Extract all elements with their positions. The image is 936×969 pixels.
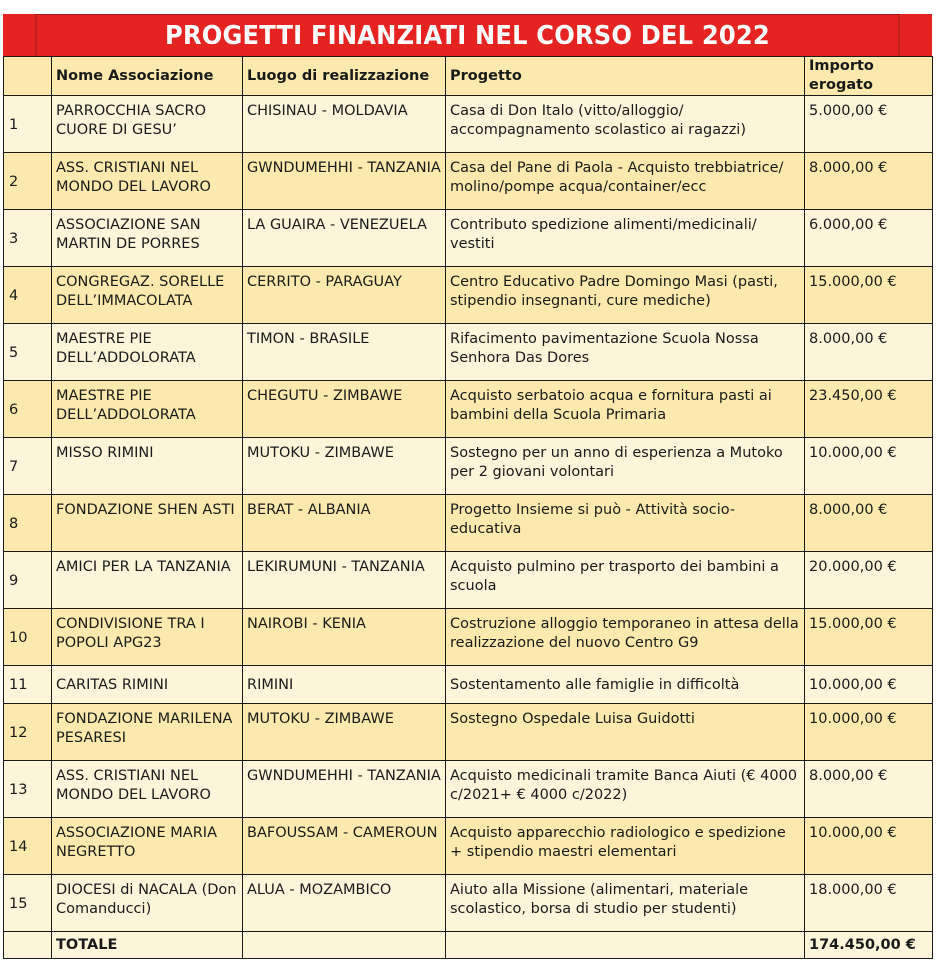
- table-row: [4, 381, 933, 438]
- project-description: Acquisto medicinali tramite Banca Aiuti (€ 4000 c/2021+ € 4000 c/2022): [446, 761, 805, 818]
- table-row: [4, 609, 933, 666]
- header-num: [4, 57, 52, 96]
- header-place: Luogo di realizzazione: [243, 57, 446, 96]
- row-number: 15: [4, 875, 52, 932]
- project-description: Casa del Pane di Paola - Acquisto trebbiatrice/ molino/pompe acqua/container/ecc: [446, 153, 805, 210]
- amount-disbursed: 8.000,00 €: [805, 153, 933, 210]
- page-title: PROGETTI FINANZIATI NEL CORSO DEL 2022: [36, 14, 900, 56]
- project-description: Casa di Don Italo (vitto/alloggio/ accompagnamento scolastico ai ragazzi): [446, 96, 805, 153]
- amount-disbursed: 20.000,00 €: [805, 552, 933, 609]
- project-description: Centro Educativo Padre Domingo Masi (pasti, stipendio insegnanti, cure mediche): [446, 267, 805, 324]
- place-of-realization: NAIROBI - KENIA: [243, 609, 446, 666]
- amount-disbursed: 10.000,00 €: [805, 438, 933, 495]
- place-of-realization: CHISINAU - MOLDAVIA: [243, 96, 446, 153]
- table-row: [4, 704, 933, 761]
- table-row: [4, 495, 933, 552]
- project-description: Sostegno per un anno di esperienza a Mutoko per 2 giovani volontari: [446, 438, 805, 495]
- table-row: [4, 666, 933, 704]
- table-row: [4, 153, 933, 210]
- row-number: 8: [4, 495, 52, 552]
- row-number: 13: [4, 761, 52, 818]
- amount-disbursed: 18.000,00 €: [805, 875, 933, 932]
- total-row: [4, 932, 933, 959]
- header-project: Progetto: [446, 57, 805, 96]
- amount-disbursed: 8.000,00 €: [805, 495, 933, 552]
- association-name: FONDAZIONE SHEN ASTI: [52, 495, 243, 552]
- title-banner: [3, 14, 932, 56]
- table-row: [4, 875, 933, 932]
- total-empty-num: [4, 932, 52, 959]
- place-of-realization: LA GUAIRA - VENEZUELA: [243, 210, 446, 267]
- project-description: Sostentamento alle famiglie in difficoltà: [446, 666, 805, 704]
- place-of-realization: MUTOKU - ZIMBAWE: [243, 438, 446, 495]
- funded-projects-document: [3, 14, 932, 959]
- row-number: 4: [4, 267, 52, 324]
- project-description: Acquisto serbatoio acqua e fornitura pasti ai bambini della Scuola Primaria: [446, 381, 805, 438]
- total-label: TOTALE: [52, 932, 243, 959]
- association-name: ASS. CRISTIANI NEL MONDO DEL LAVORO: [52, 153, 243, 210]
- place-of-realization: TIMON - BRASILE: [243, 324, 446, 381]
- table-row: [4, 552, 933, 609]
- amount-disbursed: 15.000,00 €: [805, 267, 933, 324]
- row-number: 5: [4, 324, 52, 381]
- place-of-realization: CERRITO - PARAGUAY: [243, 267, 446, 324]
- place-of-realization: LEKIRUMUNI - TANZANIA: [243, 552, 446, 609]
- association-name: CONDIVISIONE TRA I POPOLI APG23: [52, 609, 243, 666]
- header-association: Nome Associazione: [52, 57, 243, 96]
- association-name: PARROCCHIA SACRO CUORE DI GESU’: [52, 96, 243, 153]
- row-number: 6: [4, 381, 52, 438]
- association-name: CONGREGAZ. SORELLE DELL’IMMACOLATA: [52, 267, 243, 324]
- table-row: [4, 438, 933, 495]
- project-description: Progetto Insieme si può - Attività socio-educativa: [446, 495, 805, 552]
- table-row: [4, 324, 933, 381]
- row-number: 9: [4, 552, 52, 609]
- association-name: MAESTRE PIE DELL’ADDOLORATA: [52, 381, 243, 438]
- amount-disbursed: 8.000,00 €: [805, 761, 933, 818]
- total-amount: 174.450,00 €: [805, 932, 933, 959]
- projects-table-body: [4, 57, 933, 959]
- project-description: Aiuto alla Missione (alimentari, materiale scolastico, borsa di studio per studenti): [446, 875, 805, 932]
- association-name: MAESTRE PIE DELL’ADDOLORATA: [52, 324, 243, 381]
- project-description: Acquisto pulmino per trasporto dei bambini a scuola: [446, 552, 805, 609]
- amount-disbursed: 23.450,00 €: [805, 381, 933, 438]
- project-description: Costruzione alloggio temporaneo in attesa della realizzazione del nuovo Centro G9: [446, 609, 805, 666]
- total-empty-place: [243, 932, 446, 959]
- table-row: [4, 818, 933, 875]
- place-of-realization: BAFOUSSAM - CAMEROUN: [243, 818, 446, 875]
- amount-disbursed: 10.000,00 €: [805, 666, 933, 704]
- table-header-row: [4, 57, 933, 96]
- place-of-realization: ALUA - MOZAMBICO: [243, 875, 446, 932]
- association-name: AMICI PER LA TANZANIA: [52, 552, 243, 609]
- row-number: 2: [4, 153, 52, 210]
- amount-disbursed: 10.000,00 €: [805, 818, 933, 875]
- row-number: 11: [4, 666, 52, 704]
- amount-disbursed: 15.000,00 €: [805, 609, 933, 666]
- place-of-realization: CHEGUTU - ZIMBAWE: [243, 381, 446, 438]
- project-description: Rifacimento pavimentazione Scuola Nossa Senhora Das Dores: [446, 324, 805, 381]
- header-amount: Importo erogato: [805, 57, 933, 96]
- association-name: ASS. CRISTIANI NEL MONDO DEL LAVORO: [52, 761, 243, 818]
- place-of-realization: GWNDUMEHHI - TANZANIA: [243, 761, 446, 818]
- row-number: 14: [4, 818, 52, 875]
- total-empty-project: [446, 932, 805, 959]
- place-of-realization: BERAT - ALBANIA: [243, 495, 446, 552]
- table-row: [4, 761, 933, 818]
- table-row: [4, 267, 933, 324]
- project-description: Sostegno Ospedale Luisa Guidotti: [446, 704, 805, 761]
- row-number: 7: [4, 438, 52, 495]
- amount-disbursed: 10.000,00 €: [805, 704, 933, 761]
- place-of-realization: GWNDUMEHHI - TANZANIA: [243, 153, 446, 210]
- amount-disbursed: 6.000,00 €: [805, 210, 933, 267]
- association-name: CARITAS RIMINI: [52, 666, 243, 704]
- place-of-realization: RIMINI: [243, 666, 446, 704]
- row-number: 1: [4, 96, 52, 153]
- row-number: 3: [4, 210, 52, 267]
- amount-disbursed: 5.000,00 €: [805, 96, 933, 153]
- table-row: [4, 96, 933, 153]
- association-name: DIOCESI di NACALA (Don Comanducci): [52, 875, 243, 932]
- place-of-realization: MUTOKU - ZIMBAWE: [243, 704, 446, 761]
- association-name: ASSOCIAZIONE MARIA NEGRETTO: [52, 818, 243, 875]
- projects-table: [3, 56, 933, 959]
- amount-disbursed: 8.000,00 €: [805, 324, 933, 381]
- association-name: MISSO RIMINI: [52, 438, 243, 495]
- association-name: ASSOCIAZIONE SAN MARTIN DE PORRES: [52, 210, 243, 267]
- row-number: 12: [4, 704, 52, 761]
- row-number: 10: [4, 609, 52, 666]
- project-description: Acquisto apparecchio radiologico e spedizione + stipendio maestri elementari: [446, 818, 805, 875]
- table-row: [4, 210, 933, 267]
- project-description: Contributo spedizione alimenti/medicinali/ vestiti: [446, 210, 805, 267]
- association-name: FONDAZIONE MARILENA PESARESI: [52, 704, 243, 761]
